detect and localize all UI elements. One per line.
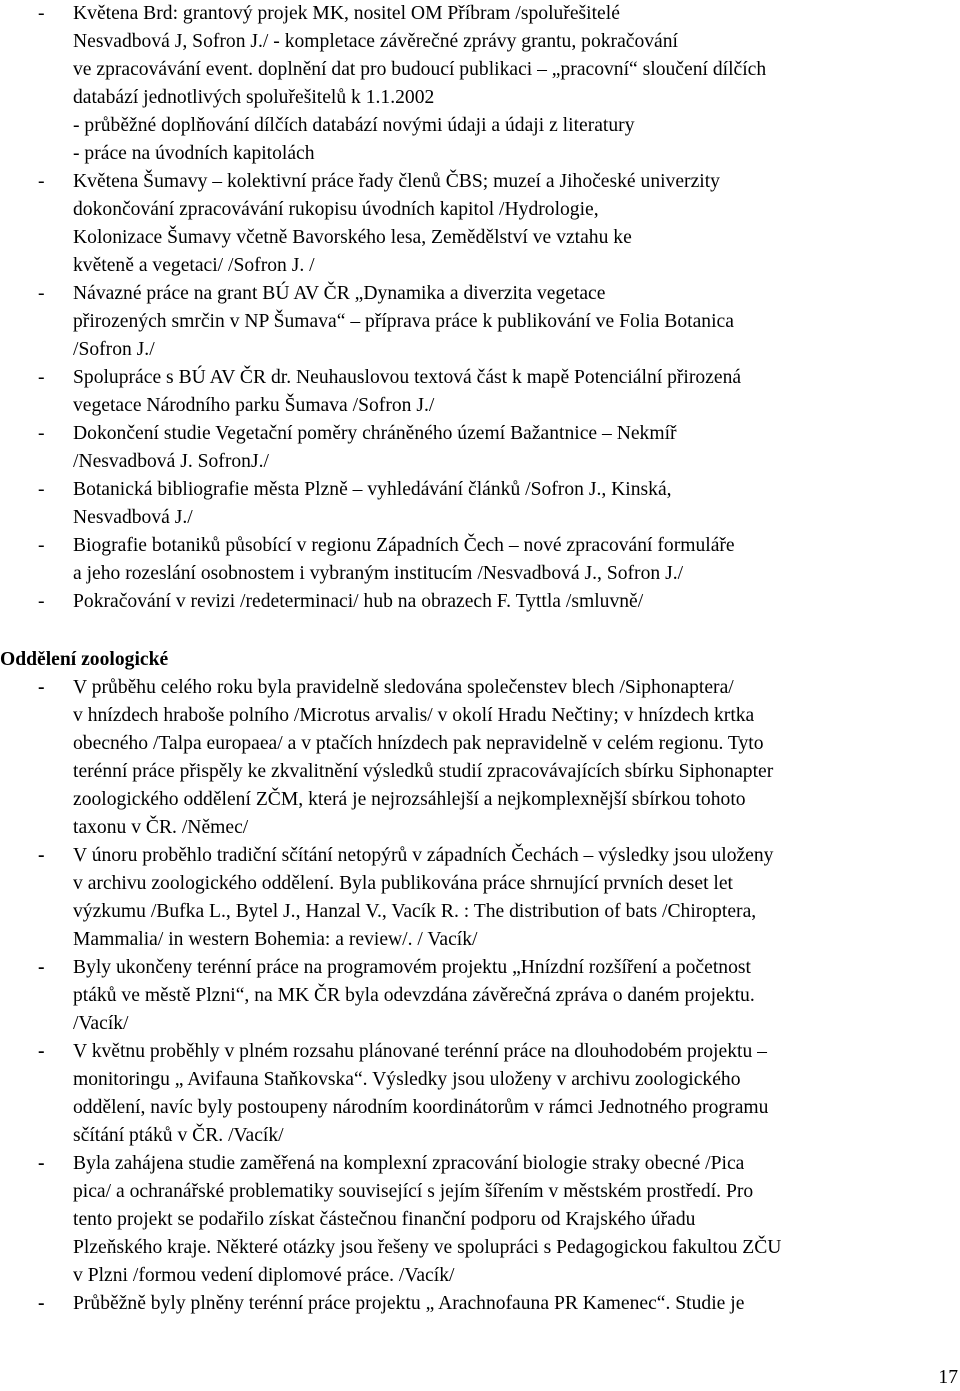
list-bullet: - [38,845,45,866]
text-line: Plzeňského kraje. Některé otázky jsou řešeny ve spolupráci s Pedagogickou fakultou ZČU [73,1237,782,1258]
list-bullet: - [38,283,45,304]
text-line: v hnízdech hraboše polního /Microtus arvalis/ v okolí Hradu Nečtiny; v hnízdech krtka [73,705,755,726]
list-bullet: - [38,957,45,978]
text-line: V únoru proběhlo tradiční sčítání netopýrů v západních Čechách – výsledky jsou uloženy [73,845,774,866]
list-item [0,1290,960,1318]
list-item-text [73,0,960,168]
text-line: přirozených smrčin v NP Šumava“ – příprava práce k publikování ve Folia Botanica [73,311,734,332]
botany-list [0,0,960,616]
list-item [0,168,960,280]
text-line: oddělení, navíc byly postoupeny národním koordinátorům v rámci Jednotného programu [73,1097,769,1118]
list-item-text [73,364,960,420]
text-line: pica/ a ochranářské problematiky související s jejím šířením v městském prostředí. Pro [73,1181,754,1202]
list-bullet: - [38,367,45,388]
text-line: Návazné práce na grant BÚ AV ČR „Dynamika a diverzita vegetace [73,283,606,304]
list-item [0,842,960,954]
list-item-text [73,954,960,1038]
text-line: zoologického oddělení ZČM, která je nejrozsáhlejší a nejkomplexnější sbírkou tohoto [73,789,746,810]
page-number: 17 [938,1367,958,1388]
text-line: v archivu zoologického oddělení. Byla publikována práce shrnující prvních deset let [73,873,733,894]
text-line: monitoringu „ Avifauna Staňkovska“. Výsledky jsou uloženy v archivu zoologického [73,1069,741,1090]
text-line: Průběžně byly plněny terénní práce projektu „ Arachnofauna PR Kamenec“. Studie je [73,1293,745,1314]
list-bullet: - [38,423,45,444]
text-line: - práce na úvodních kapitolách [73,143,315,164]
list-item-text [73,1038,960,1150]
text-line: V květnu proběhly v plném rozsahu plánované terénní práce na dlouhodobém projektu – [73,1041,767,1062]
text-line: Květena Brd: grantový projek MK, nositel OM Příbram /spoluřešitelé [73,3,620,24]
list-item-text [73,1290,960,1318]
list-item [0,420,960,476]
text-line: ptáků ve městě Plzni“, na MK ČR byla odevzdána závěrečná zpráva o daném projektu. [73,985,755,1006]
text-line: Kolonizace Šumavy včetně Bavorského lesa, Zemědělství ve vztahu ke [73,227,632,248]
list-bullet: - [38,591,45,612]
text-line: V průběhu celého roku byla pravidelně sledována společenstev blech /Siphonaptera/ [73,677,734,698]
zoology-list [0,674,960,1318]
text-line: - průběžné doplňování dílčích databází novými údaji a údaji z literatury [73,115,635,136]
text-line: a jeho rozeslání osobnostem i vybraným institucím /Nesvadbová J., Sofron J./ [73,563,684,584]
text-line: /Nesvadbová J. SofronJ./ [73,451,269,472]
text-line: květeně a vegetaci/ /Sofron J. / [73,255,315,276]
list-item-text [73,842,960,954]
section-title-zoology: Oddělení zoologické [0,649,169,670]
list-bullet: - [38,1041,45,1062]
text-line: v Plzni /formou vedení diplomové práce. /Vacík/ [73,1265,455,1286]
list-item [0,0,960,168]
list-item-text [73,588,960,616]
list-item [0,1150,960,1290]
list-bullet: - [38,3,45,24]
list-item [0,532,960,588]
list-item-text [73,476,960,532]
text-line: obecného /Talpa europaea/ a v ptačích hnízdech pak nepravidelně v celém regionu. Tyto [73,733,764,754]
text-line: výzkumu /Bufka L., Bytel J., Hanzal V., Vacík R. : The distribution of bats /Chiroptera, [73,901,757,922]
text-line: Spolupráce s BÚ AV ČR dr. Neuhauslovou textová část k mapě Potenciální přirozená [73,367,742,388]
list-item [0,280,960,364]
text-line: tento projekt se podařilo získat částečnou finanční podporu od Krajského úřadu [73,1209,696,1230]
text-line: terénní práce přispěly ke zkvalitnění výsledků studií zpracovávajících sbírku Siphonapter [73,761,774,782]
text-line: Byly ukončeny terénní práce na programovém projektu „Hnízdní rozšíření a početnost [73,957,751,978]
text-line: ve zpracovávání event. doplnění dat pro budoucí publikaci – „pracovní“ sloučení dílčích [73,59,767,80]
list-bullet: - [38,171,45,192]
list-item [0,588,960,616]
list-item-text [73,532,960,588]
text-line: vegetace Národního parku Šumava /Sofron J./ [73,395,435,416]
text-line: Dokončení studie Vegetační poměry chráněného území Bažantnice – Nekmíř [73,423,677,444]
list-item-text [73,1150,960,1290]
text-line: Byla zahájena studie zaměřená na komplexní zpracování biologie straky obecné /Pica [73,1153,745,1174]
list-item [0,674,960,842]
list-item-text [73,280,960,364]
list-bullet: - [38,1293,45,1314]
text-line: /Vacík/ [73,1013,129,1034]
list-bullet: - [38,535,45,556]
text-line: Květena Šumavy – kolektivní práce řady členů ČBS; muzeí a Jihočeské univerzity [73,171,720,192]
list-item [0,476,960,532]
text-line: Biografie botaniků působící v regionu Západních Čech – nové zpracování formuláře [73,535,735,556]
list-bullet: - [38,677,45,698]
list-item-text [73,674,960,842]
text-line: databází jednotlivých spoluřešitelů k 1.1.2002 [73,87,435,108]
list-item [0,364,960,420]
text-line: Nesvadbová J./ [73,507,193,528]
list-bullet: - [38,1153,45,1174]
list-bullet: - [38,479,45,500]
list-item-text [73,168,960,280]
list-item [0,1038,960,1150]
text-line: sčítání ptáků v ČR. /Vacík/ [73,1125,284,1146]
list-item-text [73,420,960,476]
text-line: Nesvadbová J, Sofron J./ - kompletace závěrečné zprávy grantu, pokračování [73,31,678,52]
text-line: /Sofron J./ [73,339,155,360]
list-item [0,954,960,1038]
text-line: Pokračování v revizi /redeterminaci/ hub na obrazech F. Tyttla /smluvně/ [73,591,644,612]
text-line: dokončování zpracovávání rukopisu úvodních kapitol /Hydrologie, [73,199,599,220]
text-line: taxonu v ČR. /Němec/ [73,817,249,838]
text-line: Mammalia/ in western Bohemia: a review/. / Vacík/ [73,929,478,950]
text-line: Botanická bibliografie města Plzně – vyhledávání článků /Sofron J., Kinská, [73,479,672,500]
